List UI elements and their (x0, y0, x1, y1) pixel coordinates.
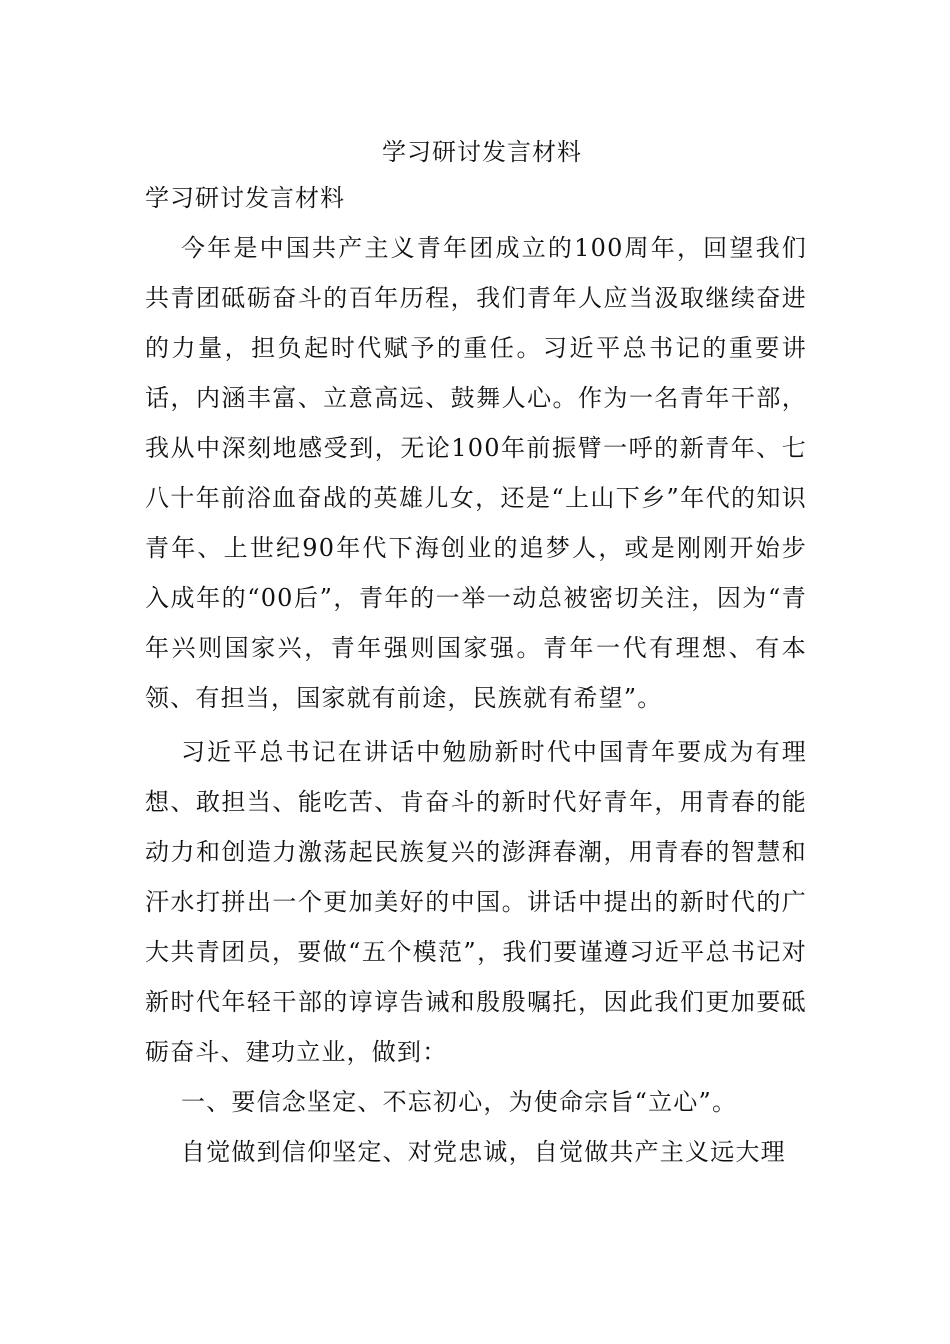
document-body (145, 131, 807, 1177)
paragraph-section-1: 自觉做到信仰坚定、对党忠诚，自觉做共产主义远大理 (181, 1138, 786, 1166)
document-title: 学习研讨发言材料 (382, 138, 582, 166)
document-subtitle: 学习研讨发言材料 (145, 184, 345, 212)
paragraph-speech: 习近平总书记在讲话中勉励新时代中国青年要成为有理想、敢担当、能吃苦、肯奋斗的新时代好青年，用青春的能动力和创造力激荡起民族复兴的澎湃春潮，用青春的智慧和汗水打拼出一个更加美好的中国。讲话中提出的新时代的广大共青团员，要做“五个模范”，我们要谨遵习近平总书记对新时代年轻干部的谆谆告诫和殷殷嘱托，因此我们更加要砥砺奋斗、建功立业，做到： (145, 738, 807, 1066)
section-heading-1: 一、要信念坚定、不忘初心，为使命宗旨“立心”。 (181, 1088, 738, 1116)
paragraph-intro: 今年是中国共产主义青年团成立的100周年，回望我们共青团砥砺奋斗的百年历程，我们青年人应当汲取继续奋进的力量，担负起时代赋予的重任。习近平总书记的重要讲话，内涵丰富、立意高远、鼓舞人心。作为一名青年干部，我从中深刻地感受到，无论100年前振臂一呼的新青年、七八十年前浴血奋战的英雄儿女，还是“上山下乡”年代的知识青年、上世纪90年代下海创业的追梦人，或是刚刚开始步入成年的“00后”，青年的一举一动总被密切关注，因为“青年兴则国家兴，青年强则国家强。青年一代有理想、有本领、有担当，国家就有前途，民族就有希望”。 (145, 234, 807, 712)
